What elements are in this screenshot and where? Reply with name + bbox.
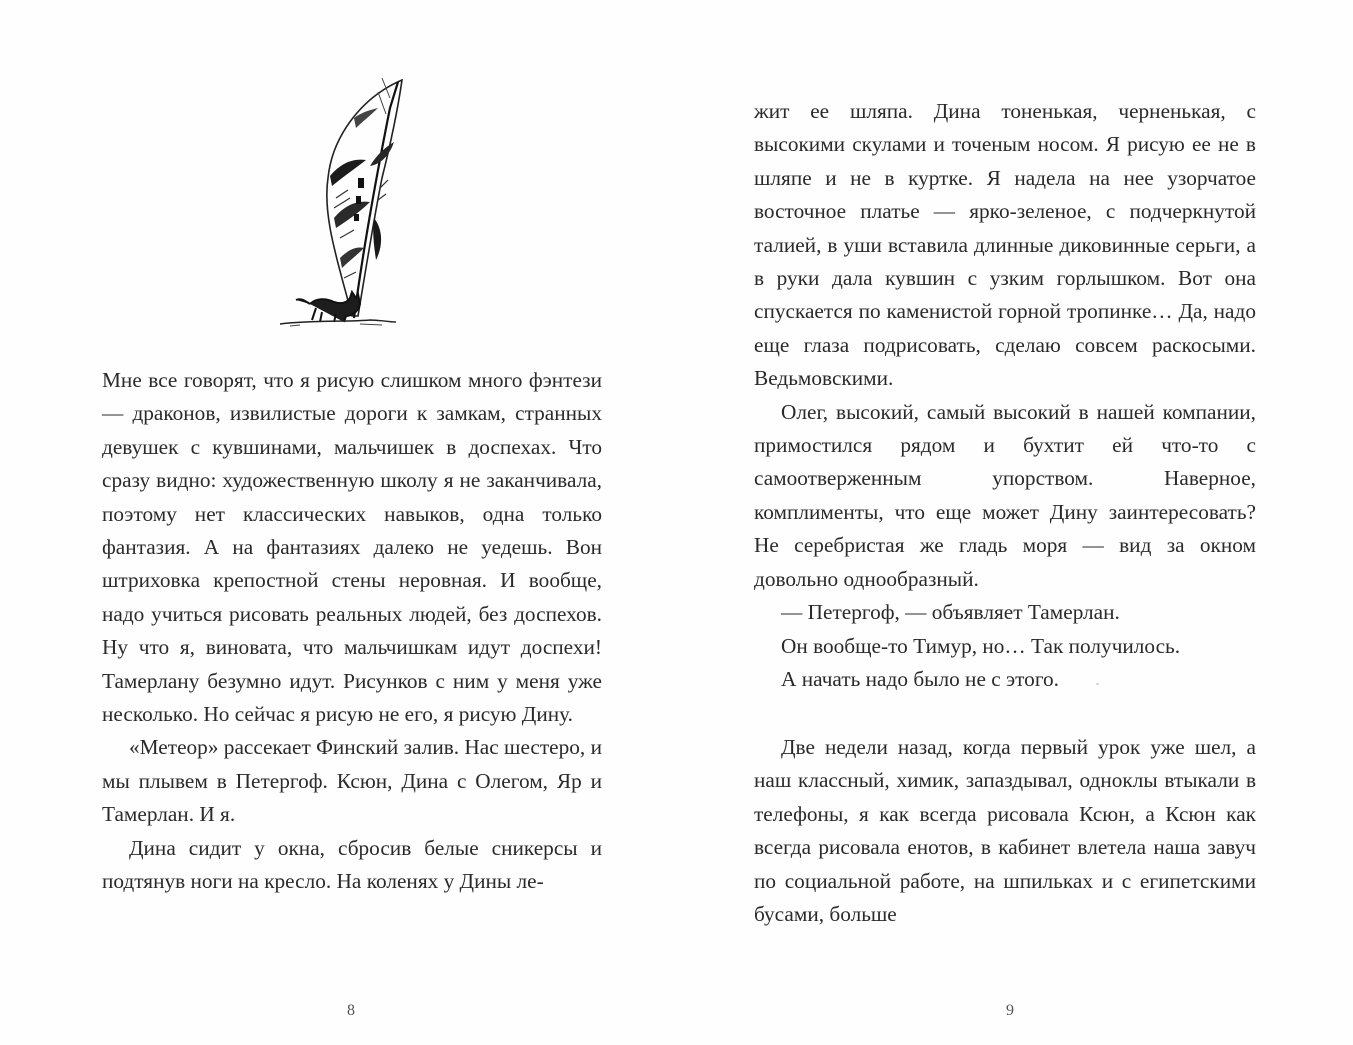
paragraph: Две недели назад, когда первый урок уже шел, а наш классный, химик, запаздывал, одноклы втыкали в телефоны, я как всегда рисовала Ксюн, а Ксюн как всегда рисовала енотов, в кабинет влетела наша завуч по социальной работе, на шпильках и с египетскими бусами, больше: [754, 735, 1256, 927]
right-page: [676, 0, 1353, 1045]
page-number: 9: [1006, 1002, 1014, 1019]
paragraph: жит ее шляпа. Дина тоненькая, черненькая, с высокими скулами и точеным носом. Я рисую ее не в шляпе и не в куртке. Я надела на нее узорчатое восточное платье — ярко-зеленое, с подчеркнутой талией, в уши вставила длинные диковинные серьги, а в руки дала кувшин с узким горлышком. Вот она спускается по каменистой горной тропинке… Да, надо еще глаза подрисовать, сделаю совсем раскосыми. Ведьмовскими.: [754, 99, 1256, 391]
dialog-line: — Петергоф, — объявляет Тамерлан.: [781, 600, 1120, 625]
paragraph: Мне все говорят, что я рисую слишком много фэнтези — драконов, извилистые дороги к замкам, странных девушек с кувшинами, мальчишек в доспехах. Что сразу видно: художественную школу я не заканчивала, поэтому нет классических навыков, одна только фантазия. А на фантазиях далеко не уедешь. Вон штриховка крепостной стены неровная. И вообще, надо учиться рисовать реальных людей, без доспехов. Ну что я, виновата, что мальчишкам идут доспехи! Тамерлану безумно идут. Рисунков с ним у меня уже несколько. Но сейчас я рисую не его, я рисую Дину.: [102, 368, 602, 727]
right-page-text-section-2: [754, 731, 1256, 931]
left-page-text: [102, 364, 602, 899]
page-number: 8: [347, 1002, 355, 1019]
print-speck: [1096, 683, 1099, 685]
feather-with-cat-drawing-icon: [270, 68, 420, 330]
paragraph: «Метеор» рассекает Финский залив. Нас шестеро, и мы плывем в Петергоф. Ксюн, Дина с Олегом, Яр и Тамерлан. И я.: [102, 735, 602, 827]
paragraph: Олег, высокий, самый высокий в нашей компании, примостился рядом и бухтит ей что-то с самоотверженным упорством. Наверное, комплименты, что еще может Дину заинтересовать? Не серебристая же гладь моря — вид за окном довольно однообразный.: [754, 399, 1256, 591]
dialog-line: Он вообще-то Тимур, но… Так получилось.: [781, 633, 1181, 658]
left-page: [0, 0, 676, 1045]
paragraph: Дина сидит у окна, сбросив белые сникерсы и подтянув ноги на кресло. На коленях у Дины ле-: [102, 835, 602, 894]
dialog-line: А начать надо было не с этого.: [781, 666, 1060, 691]
right-page-text: [754, 95, 1256, 696]
